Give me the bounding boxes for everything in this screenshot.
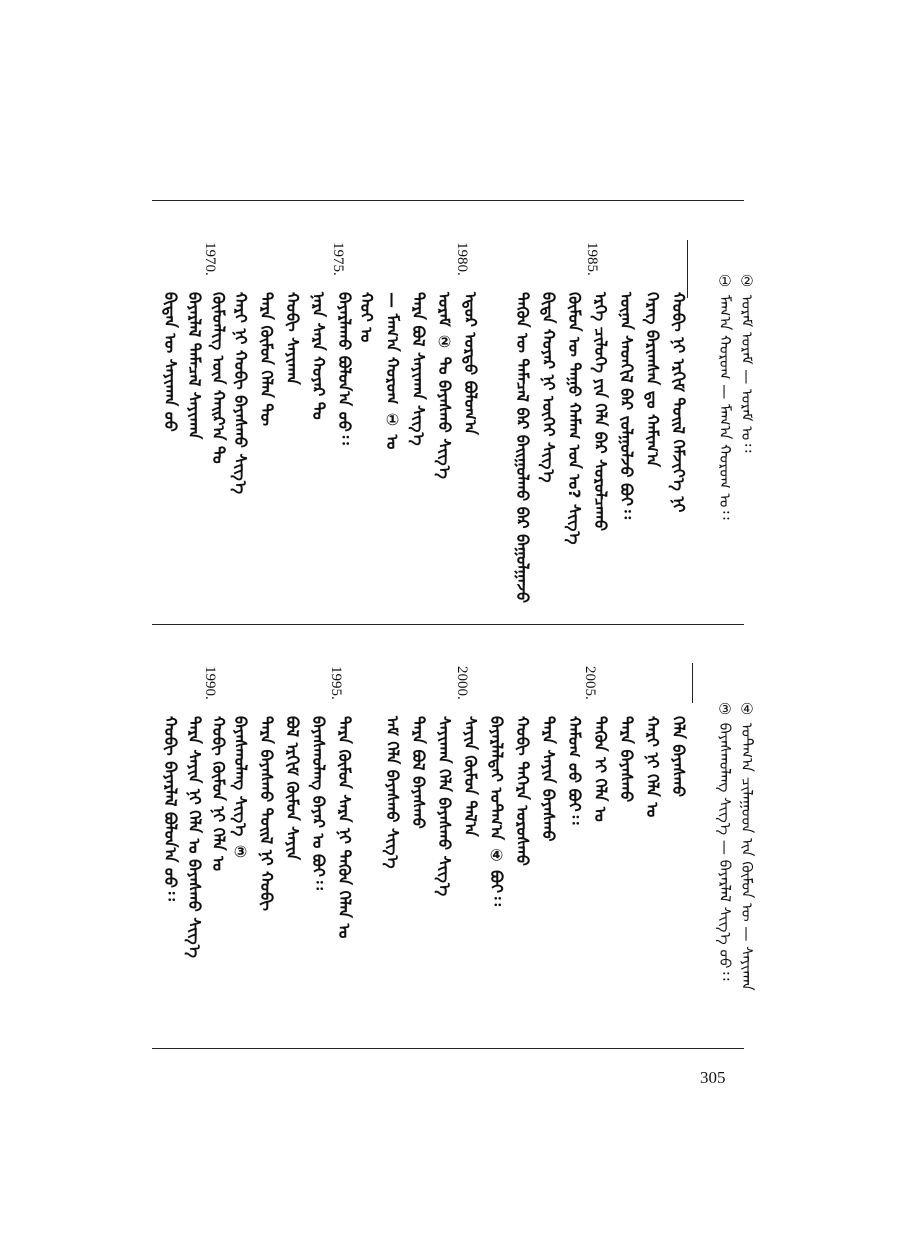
year-label: 1995.	[328, 666, 344, 700]
footnote-text: ᠤᠷᠠᠮ ᠤᠷᠠᠮ — ᠤᠷᠠᠮ ᠤ᠄᠄	[738, 294, 756, 453]
bottom-rule	[152, 1048, 744, 1049]
footnote-text: ᠤᠲᠬ᠎ᠠ ᠴᠢᠯᠠᠭᠤᠳ ᠢᠨ ᠬᠦᠮᠦᠨ ᠦ — ᠰᠠᠶᠢᠬᠠᠨ	[738, 722, 756, 991]
verse-line: ᠬᠠᠮᠤᠭ ᠤᠤ ᠪᠣᠢ᠄᠄	[565, 716, 584, 825]
year-label: 1980.	[454, 242, 470, 276]
verse-line: ᠬᠡᠯᠡ ᠪᠠᠶᠠᠰᠬᠤ	[669, 716, 688, 798]
verse-line: ᠬᠤᠪᠢ ᠪᠠᠶᠠᠷᠯᠠᠯ ᠪᠣᠯᠤᠨ᠎ᠠ ᠤᠤ᠄᠄	[161, 716, 180, 901]
verse-line: ᠪᠢᠳᠡ ᠬᠣᠶᠠᠷ ᠨᠢ ᠦᠭᠡᠢ ᠰᠢᠭ᠎ᠡ	[539, 292, 558, 483]
verse-line: ᠠᠮ ᠬᠡᠯᠡ ᠪᠠᠶᠠᠰᠬᠤ ᠰᠢᠭ᠎ᠡ	[383, 716, 402, 869]
footnote-3-lower	[712, 700, 738, 980]
verse-line: ᠰᠠᠶᠢᠨ ᠬᠦᠮᠦᠨ ᠲᠠᠯ᠎ᠠ	[461, 716, 480, 837]
verse-line: ᠡᠳᠦᠷ ᠤᠷᠳᠤ ᠪᠤᠯᠤᠭ᠎ᠠ	[461, 292, 480, 435]
year-label: 1990.	[202, 666, 218, 700]
footnote-1-upper	[712, 272, 738, 520]
top-rule	[152, 200, 744, 201]
middle-rule	[152, 624, 744, 625]
footnote-mark: ②	[738, 272, 756, 290]
verse-line: ᠪᠠᠶᠠᠰᠬᠤᠯᠠᠩ ᠰᠢᠭ᠎ᠡ ③	[231, 716, 250, 861]
verse-line: ᠲᠡᠷᠡ ᠰᠠᠶᠢᠨ ᠨᠢ ᠬᠡᠯᠡ ᠤ ᠪᠠᠶᠠᠰᠬᠤ ᠰᠢᠭ᠎ᠡ	[185, 716, 204, 958]
verse-line: ᠬᠤᠢ ᠤ	[357, 292, 376, 343]
footnote-rule-upper	[687, 240, 688, 298]
verse-line: ᠪᠣᠯ ᠡᠷᠬᠢᠮ ᠬᠦᠮᠦᠨ ᠰᠠᠶᠢᠨ	[283, 716, 302, 861]
footnote-rule-lower	[692, 663, 693, 703]
verse-line: ᠬᠤᠪᠢ ᠳᠡᠭᠡᠷᠡ ᠤᠷᠤᠰᠬᠤ	[513, 716, 532, 866]
verse-line: ᠬᠡᠷᠡᠭ ᠪᠠᠷᠢᠭᠰᠠᠨ ᠳᠤ ᠬᠠᠮᠢᠭ᠎ᠠ	[643, 292, 662, 468]
verse-line: ᠬᠠᠷᠢ ᠨᠢ ᠬᠡᠯᠡ ᠤ	[643, 716, 662, 818]
year-label: 2005.	[582, 666, 598, 700]
verse-line: — ᠮᠠᠭ᠎ᠠ ᠬᠣᠷᠤᠭ ① ᠤ	[383, 292, 402, 450]
year-label: 1985.	[584, 242, 600, 276]
verse-line: ᠲᠡᠷᠡ ᠬᠦᠮᠦᠨ ᠬᠡᠯᠡᠨ ᠲᠦ	[257, 292, 276, 426]
verse-line: ᠲᠡᠷᠡ ᠪᠣᠯ ᠰᠠᠶᠢᠬᠠᠨ ᠰᠢᠭ᠎ᠡ	[409, 292, 428, 446]
verse-line: ᠬᠤᠪᠢ ᠰᠠᠶᠢᠬᠠᠨ	[283, 292, 302, 385]
verse-line: ᠨᠠᠷᠠ ᠰᠠᠷᠠ ᠬᠣᠶᠠᠷ ᠲᠤ	[309, 292, 328, 420]
verse-line: ᠲᠡᠷᠡ ᠪᠣᠯ ᠪᠠᠶᠠᠰᠬᠤ	[409, 716, 428, 829]
verse-line: ᠲᠡᠷᠡ ᠰᠠᠶᠢᠨ ᠪᠠᠶᠠᠰᠬᠤ	[539, 716, 558, 842]
verse-line: ᠬᠦᠮᠦᠨ ᠦ ᠳᠠᠭᠤ ᠬᠠᠮᠠᠭ ᠤᠨ ᠤ? ᠰᠢᠭ᠎ᠡ	[565, 292, 584, 545]
verse-line: ᠲᠡᠷᠡ ᠪᠠᠶᠠᠰᠬᠤ	[617, 716, 636, 803]
footnote-text: ᠮᠠᠭ᠎ᠠ ᠬᠣᠷᠤᠭ᠋ — ᠮᠠᠭ᠎ᠠ ᠬᠣᠷᠤᠭ᠋ ᠤ᠄᠄	[716, 294, 734, 520]
footnote-mark: ④	[738, 700, 756, 718]
verse-line: ᠪᠢᠳᠡᠨ ᠦ ᠰᠠᠶᠢᠬᠠᠨ ᠤᠤ	[161, 292, 180, 432]
verse-line: ᠪᠠᠶᠠᠷᠯᠠᠯᠲᠠᠢ ᠤᠲᠬ᠎ᠠ ④ ᠪᠣᠢ᠄᠄	[487, 716, 506, 906]
verse-line: ᠲᠡᠭᠦᠨ ᠢ ᠬᠡᠯᠡ ᠤ	[591, 716, 610, 822]
verse-line: ᠤᠷᠠᠮ ② ᠲᠤ ᠪᠠᠶᠠᠰᠬᠤ ᠰᠢᠭ᠎ᠡ	[435, 292, 454, 479]
verse-line: ᠦᠨᠡᠨ ᠰᠡᠳᠬᠢᠯ ᠪᠡᠷ ᠵᠣᠯᠭᠤᠯᠵᠤ ᠪᠣᠢ᠄᠄	[617, 292, 636, 520]
verse-line: ᠬᠤᠪᠢ ᠬᠦᠮᠦᠨ ᠨᠢ ᠬᠡᠯᠡ ᠤ	[209, 716, 228, 872]
verse-line: ᠪᠠᠶᠠᠰᠬᠤᠯᠠᠩ ᠪᠠᠶᠠᠷ ᠤ ᠪᠣᠢ᠄᠄	[309, 716, 328, 890]
footnote-mark: ①	[716, 272, 734, 290]
verse-line: ᠬᠤᠪᠢ ᠨᠢ ᠡᠷᠬᠢᠮ ᠲᠤᠢᠯ ᠬᠡᠮᠵᠢᠶ᠎ᠡ ᠨᠢ	[669, 292, 688, 513]
year-label: 1970.	[202, 242, 218, 276]
year-label: 1975.	[330, 242, 346, 276]
verse-line: ᠲᠡᠷᠡ ᠪᠠᠶᠠᠰᠬᠤ ᠲᠤᠢᠯ ᠨᠢ ᠬᠤᠪᠢ	[257, 716, 276, 911]
verse-line: ᠪᠠᠶᠠᠷᠯᠠᠯ ᠲᠡᠮᠡᠴᠡᠯ ᠰᠠᠶᠢᠬᠠᠨ	[185, 292, 204, 440]
verse-line: ᠬᠠᠷᠢ ᠨᠢ ᠬᠤᠪᠢ ᠪᠠᠶᠠᠰᠬᠤ ᠰᠢᠭ᠎ᠡ	[231, 292, 250, 495]
verse-line: ᠪᠠᠶᠠᠷᠯᠠᠬᠤ ᠪᠣᠯᠤᠨ᠎ᠠ ᠤᠤ᠄᠄	[335, 292, 354, 445]
footnote-mark: ③	[716, 700, 734, 718]
verse-line: ᠲᠡᠭᠦᠨ ᠦ ᠲᠡᠮᠡᠴᠡᠯ ᠪᠡᠷ ᠪᠠᠢᠭᠤᠯᠬᠤ ᠪᠠᠷ ᠪᠠᠭᠤᠯᠭᠠᠵᠤ	[513, 292, 532, 604]
page-number: 305	[700, 1068, 726, 1087]
footnote-text: ᠪᠠᠶᠠᠰᠬᠤᠯᠠᠩ ᠰᠢᠭ᠎ᠡ — ᠪᠠᠶᠠᠷᠯᠠᠯ ᠰᠢᠭ᠎ᠡ ᠤᠤ᠄᠄	[716, 722, 734, 981]
verse-line: ᠰᠠᠶᠢᠬᠠᠨ ᠬᠡᠯᠡ ᠪᠠᠶᠠᠰᠬᠤ ᠰᠢᠭ᠎ᠡ	[435, 716, 454, 897]
verse-line: ᠲᠡᠷᠡ ᠬᠦᠮᠦᠨ ᠰᠠᠷᠠ ᠨᠢ ᠲᠡᠭᠦᠨ ᠬᠡᠯᠡᠨ ᠤ	[335, 716, 354, 939]
year-label: 2000.	[454, 666, 470, 700]
verse-line: ᠬᠦᠮᠦᠨᠯᠢᠭ ᠦᠨ ᠬᠠᠢᠷ᠎ᠠ ᠲᠤ	[209, 292, 228, 464]
verse-line: ᠡᠷᠬᠡ ᠴᠢᠯᠦᠭᠡ ᠶᠢᠨ ᠬᠡᠯᠡ ᠪᠡᠷ ᠰᠤᠷᠤᠯᠴᠠᠬᠤ	[591, 292, 610, 531]
